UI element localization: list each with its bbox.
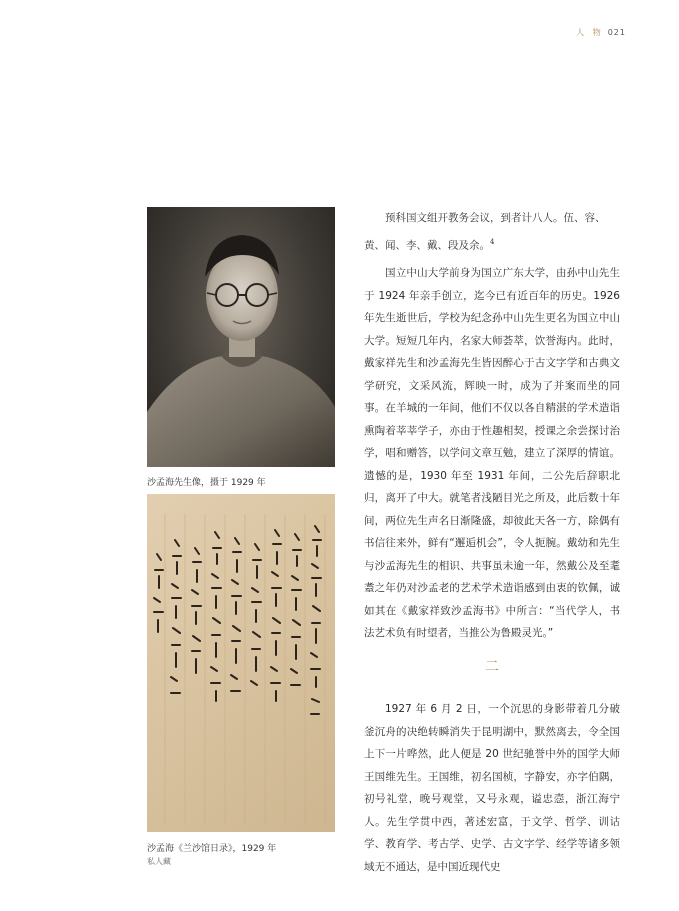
quote-text: 预科国文组开教务会议，到者计八人。伍、容、黄、闻、李、戴、段及余。 [364, 212, 606, 252]
section-number: 二 [485, 659, 499, 675]
header-section: 人 物 [576, 28, 604, 37]
running-header [576, 27, 626, 38]
manuscript-credit: 私人藏 [147, 857, 171, 866]
manuscript-caption: 沙孟海《兰沙馆日录》，1929 年 [147, 844, 277, 854]
portrait-photo [147, 207, 335, 467]
paragraph-1-text: 国立中山大学前身为国立广东大学，由孙中山先生于 1924 年亲手创立，迄今已有近百年的历史。1926 年先生逝世后，学校为纪念孙中山先生更名为国立中山大学。短短几年内，名家大师荟萃，饮誉海内。此时，戴家祥先生和沙孟海先生皆因醉心于古文字学和古典文学研究，文采风流，辉映一时，成为了并案而坐的同事。在羊城的一年间，他们不仅以各自精湛的学术造诣熏陶着莘莘学子，亦由于性趣相契，授课之余尝探讨治学，唱和赠答，以学问文章互勉，建立了深厚的情谊。遗憾的是，1930 年至 1931 年间，二公先后辞职北归，离开了中大。就笔者浅陋目光之所及，此后数十年间，两位先生声名日渐隆盛，却彼此天各一方，除偶有书信往来外，鲜有“邂逅机会”，令人扼腕。戴幼和先生与沙孟海先生的相识、共事虽未逾一年，然戴公及至耄耋之年仍对沙孟老的艺术学术造诣感到由衷的钦佩，诚如其在《戴家祥致沙孟海书》中所言：“当代学人，书法艺术负有时望者，当推公为鲁殿灵光。” [364, 267, 620, 639]
page-number: 021 [607, 28, 626, 37]
paragraph-2-text: 1927 年 6 月 2 日，一个沉思的身影带着几分破釜沉舟的决绝转瞬消失于昆明湖中，默然离去，令全国上下一片哗然，此人便是 20 世纪驰誉中外的国学大师王国维先生。王国维，初名国桢，字静安，亦字伯隅，初号礼堂，晚号观堂，又号永观，谥忠悫，浙江海宁人。先生学贯中西，著述宏富，于文学、哲学、训诂学、教育学、考古学、史学、古文字学、经学等诸多领域无不通达，是中国近现代史 [364, 703, 620, 873]
paragraph-2 [364, 698, 620, 878]
paragraph-1 [364, 262, 620, 645]
footnote-marker: 4 [490, 238, 495, 246]
photo-caption: 沙孟海先生像，摄于 1929 年 [147, 478, 266, 488]
diary-quote [364, 206, 620, 258]
manuscript-image [147, 494, 335, 832]
